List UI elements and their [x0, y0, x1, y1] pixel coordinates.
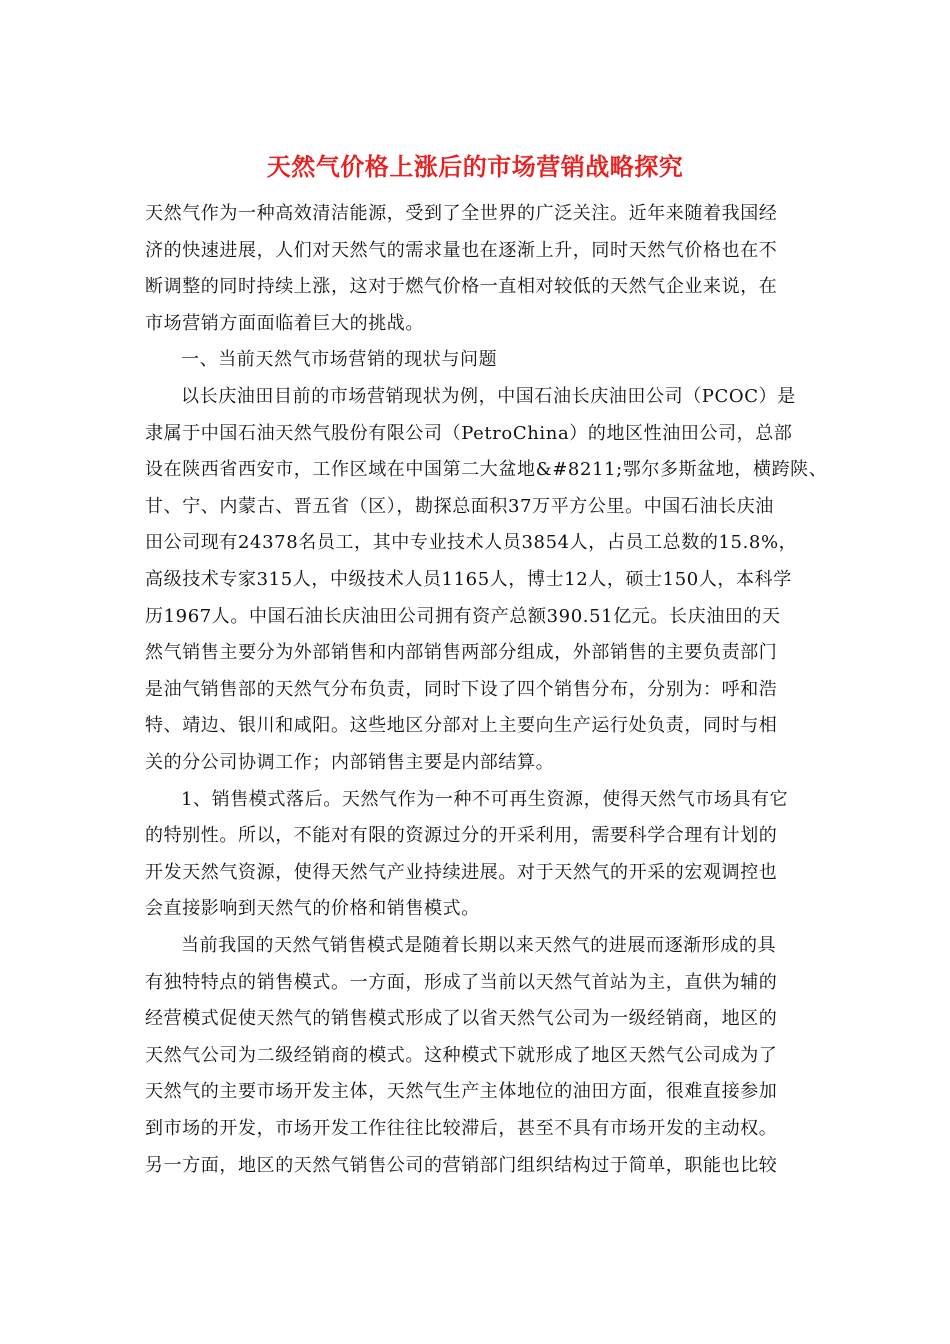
paragraph-line: 天然气作为一种高效清洁能源，受到了全世界的广泛关注。近年来随着我国经 — [145, 203, 778, 224]
paragraph-line: 经营模式促使天然气的销售模式形成了以省天然气公司为一级经销商，地区的 — [145, 1008, 778, 1029]
paragraph-line: 高级技术专家315人，中级技术人员1165人，博士12人，硕士150人，本科学 — [145, 569, 792, 590]
paragraph-line: 断调整的同时持续上涨，这对于燃气价格一直相对较低的天然气企业来说，在 — [145, 276, 778, 297]
paragraph-line: 天然气的主要市场开发主体，天然气生产主体地位的油田方面，很难直接参加 — [145, 1081, 778, 1102]
paragraph-line: 的特别性。所以，不能对有限的资源过分的开采利用，需要科学合理有计划的 — [145, 825, 778, 846]
paragraph-line: 开发天然气资源，使得天然气产业持续进展。对于天然气的开采的宏观调控也 — [145, 862, 778, 883]
document-title: 天然气价格上涨后的市场营销战略探究 — [266, 152, 684, 181]
paragraph-line: 济的快速进展，人们对天然气的需求量也在逐渐上升，同时天然气价格也在不 — [145, 240, 778, 261]
paragraph-line: 1、销售模式落后。天然气作为一种不可再生资源，使得天然气市场具有它 — [181, 789, 789, 810]
paragraph-line: 一、当前天然气市场营销的现状与问题 — [181, 349, 498, 370]
paragraph-line: 设在陕西省西安市，工作区域在中国第二大盆地&#8211;鄂尔多斯盆地，横跨陕、 — [145, 459, 828, 480]
paragraph-line: 是油气销售部的天然气分布负责，同时下设了四个销售分布，分别为：呼和浩 — [145, 679, 778, 700]
paragraph-line: 以长庆油田目前的市场营销现状为例，中国石油长庆油田公司（PCOC）是 — [181, 386, 796, 407]
paragraph-line: 隶属于中国石油天然气股份有限公司（PetroChina）的地区性油田公司，总部 — [145, 423, 793, 444]
paragraph-line: 市场营销方面面临着巨大的挑战。 — [145, 313, 424, 334]
paragraph-line: 甘、宁、内蒙古、晋五省（区），勘探总面积37万平方公里。中国石油长庆油 — [145, 496, 774, 517]
paragraph-line: 有独特特点的销售模式。一方面，形成了当前以天然气首站为主，直供为辅的 — [145, 972, 778, 993]
paragraph-line: 历1967人。中国石油长庆油田公司拥有资产总额390.51亿元。长庆油田的天 — [145, 606, 781, 627]
paragraph-line: 到市场的开发，市场开发工作往往比较滞后，甚至不具有市场开发的主动权。 — [145, 1118, 778, 1139]
paragraph-line: 然气销售主要分为外部销售和内部销售两部分组成，外部销售的主要负责部门 — [145, 642, 778, 663]
paragraph-line: 当前我国的天然气销售模式是随着长期以来天然气的进展而逐渐形成的具 — [181, 935, 777, 956]
paragraph-line: 天然气公司为二级经销商的模式。这种模式下就形成了地区天然气公司成为了 — [145, 1045, 778, 1066]
paragraph-line: 关的分公司协调工作；内部销售主要是内部结算。 — [145, 752, 555, 773]
paragraph-line: 会直接影响到天然气的价格和销售模式。 — [145, 898, 480, 919]
paragraph-line: 田公司现有24378名员工，其中专业技术人员3854人，占员工总数的15.8%， — [145, 532, 798, 553]
paragraph-line: 特、靖边、银川和咸阳。这些地区分部对上主要向生产运行处负责，同时与相 — [145, 715, 778, 736]
paragraph-line: 另一方面，地区的天然气销售公司的营销部门组织结构过于简单，职能也比较 — [145, 1155, 778, 1176]
